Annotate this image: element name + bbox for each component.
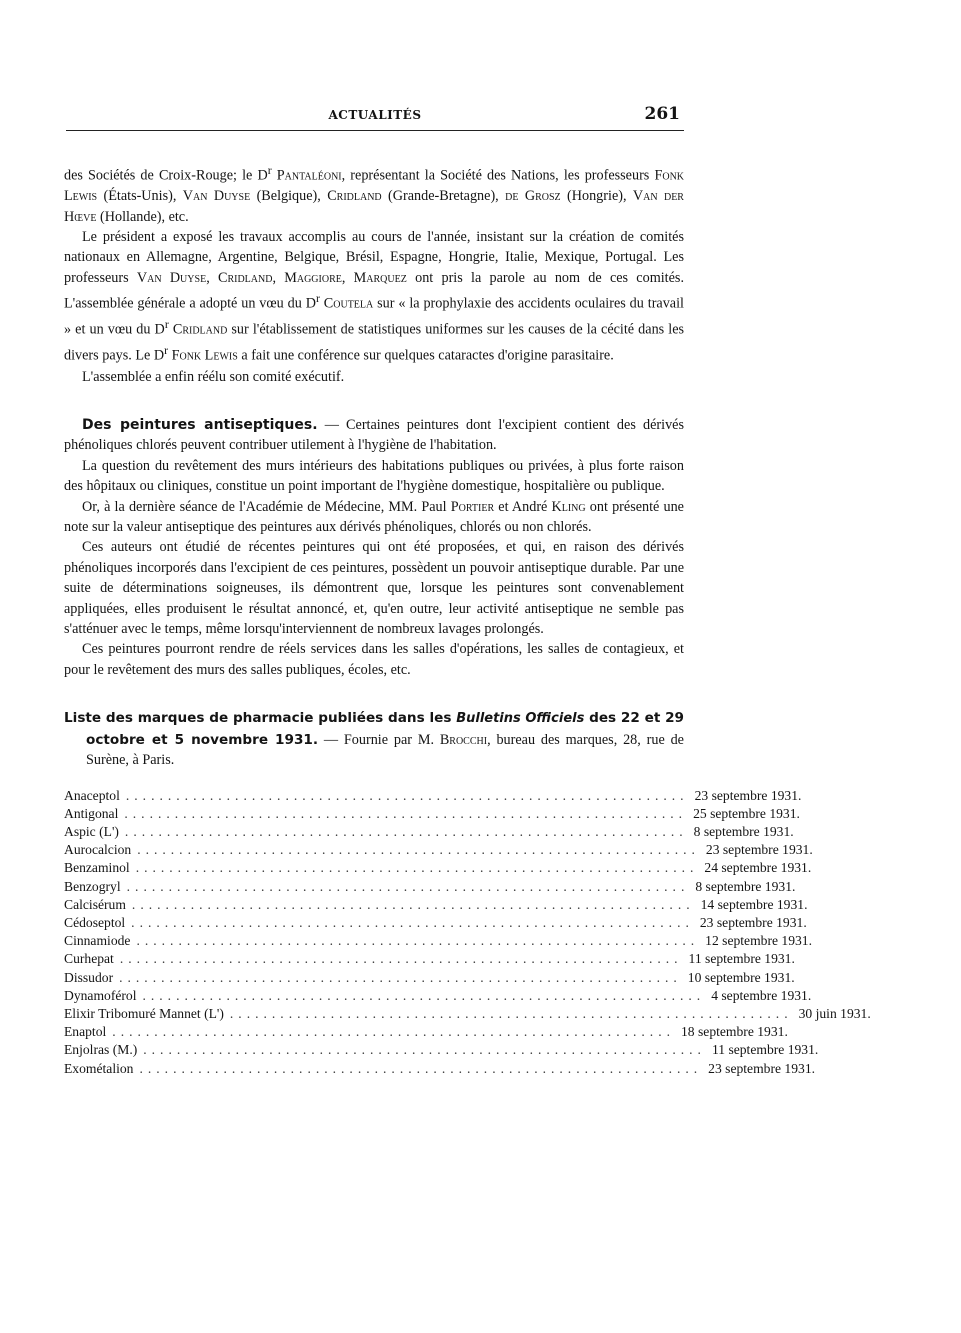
section-gap [64, 387, 684, 415]
dot-leader: ................................................................... [229, 1005, 793, 1021]
intro-paragraph-1: des Sociétés de Croix-Rouge; le $D^r$ Pantaléoni, représentant la Société des Nations, les professeurs Fonk Lewis (États-Unis), Van Duyse (Belgique), Cridland (Grande-Bretagne), de Grosz (Hongrie), Van der Hœve (Hollande), etc. [64, 163, 685, 225]
trademark-name: Calcisérum [64, 896, 126, 912]
trademark-date: 30 juin 1931. [798, 1005, 871, 1021]
trademark-date: 8 septembre 1931. [693, 823, 794, 839]
trademark-row [64, 787, 802, 805]
trademark-date: 4 septembre 1931. [711, 987, 812, 1003]
trademark-row [64, 969, 795, 987]
trademark-date: 11 septembre 1931. [711, 1042, 819, 1058]
trademark-name: Cédoseptol [64, 914, 126, 930]
trademark-row [64, 1023, 788, 1041]
running-header [66, 104, 684, 131]
trademark-row [64, 823, 794, 841]
person-name: Van der Hœve [64, 188, 684, 225]
person-name: Fonk Lewis [171, 348, 238, 365]
person-name: Cridland [327, 188, 382, 205]
paintings-paragraph-1: Des peintures antiseptiques. — Certaines peintures dont l'excipient contient des dérivés phénoliques chlorés peuvent contribuer utilement à l'hygiène de l'habitation. [64, 417, 684, 454]
dot-leader: ................................................................... [135, 860, 699, 876]
trademark-row [64, 805, 800, 823]
trademark-date: 12 septembre 1931. [705, 933, 812, 949]
dot-leader: ................................................................... [142, 987, 706, 1003]
article-body [64, 160, 871, 1078]
trademark-date: 11 septembre 1931. [688, 951, 795, 967]
section-gap [64, 680, 684, 708]
trademark-name: Dissudor [64, 969, 114, 985]
trademark-list-heading: Liste des marques de pharmacie publiées dans les Bulletins Officiels des 22 et 29 octobre et 5 novembre 1931. — Fournie par M. Brocchi, bureau des marques, 28, rue de Surène, à Paris. [64, 710, 684, 769]
trademark-row [64, 841, 813, 859]
trademark-date: 24 septembre 1931. [704, 860, 812, 876]
paintings-paragraph-2: La question du revêtement des murs intérieurs des habitations publiques ou privées, à plus forte raison des hôpitaux ou cliniques, constitue un point important de l'hygiène domestique, hospitalière ou publique. [64, 457, 684, 495]
dot-leader: ................................................................... [131, 896, 695, 912]
trademark-row [64, 878, 796, 896]
trademark-name: Enjolras (M.) [64, 1042, 138, 1058]
trademark-name: Cinnamiode [64, 933, 131, 949]
trademark-name: Curhepat [64, 951, 114, 967]
dot-leader: ................................................................... [126, 878, 690, 894]
paintings-paragraph-3: Or, à la dernière séance de l'Académie de Médecine, MM. Paul Portier et André Kling ont présenté une note sur la valeur antiseptique des peintures aux dérivés phénoliques, chlorés ou non chlorés. [64, 498, 684, 536]
trademark-date: 10 septembre 1931. [687, 969, 795, 985]
trademark-row [64, 1041, 819, 1059]
trademark-name: Enaptol [64, 1024, 107, 1040]
paintings-paragraph-5: Ces peintures pourront rendre de réels services dans les salles d'opérations, les salles de contagieux, et pour le revêtement des murs des salles publiques, écoles, etc. [64, 641, 684, 678]
trademark-name: Antigonal [64, 805, 119, 821]
dot-leader: ................................................................... [119, 969, 682, 985]
trademark-row [64, 950, 795, 968]
person-name: Van Duyse [182, 188, 251, 205]
person-name: Brocchi [439, 731, 488, 748]
trademark-name: Benzogryl [64, 878, 121, 894]
page-number: 261 [644, 104, 680, 124]
paintings-paragraph-4: Ces auteurs ont étudié de récentes peintures qui ont été proposées, et qui, en raison des dérivés phénoliques incorporés dans l'excipient de ces peintures, possèdent un pouvoir antiseptique durable. Par une suite de déterminations soigneuses, ils démontrent que, lorsque les peintures sont convenablement appliquées, elles produisent le résultat annoncé, et, qu'en outre, leur activité antiseptique ne semble pas s'atténuer avec le temps, même lorsqu'interviennent de nombreux lavages prolongés. [64, 539, 684, 638]
person-name: Kling [551, 498, 586, 515]
dot-leader: ................................................................... [119, 951, 683, 967]
person-name: Fonk Lewis [64, 167, 685, 205]
trademark-row [64, 1005, 871, 1023]
intro-paragraph-3: L'assemblée a enfin réélu son comité exécutif. [82, 368, 345, 385]
trademark-date: 23 septembre 1931. [699, 914, 807, 930]
trademark-date: 25 septembre 1931. [693, 805, 800, 821]
person-name: Marquez [353, 269, 407, 286]
trademark-date: 14 septembre 1931. [700, 896, 808, 912]
trademark-name: Elixir Tribomuré Mannet (L') [64, 1005, 224, 1021]
person-name: Coutela [323, 295, 374, 312]
dot-leader: ................................................................... [124, 823, 688, 839]
trademark-name: Aurocalcion [64, 842, 132, 858]
person-name: Cridland [172, 322, 228, 339]
bulletins-title: Bulletins Officiels [456, 711, 585, 727]
trademark-date: 18 septembre 1931. [681, 1024, 788, 1040]
person-name: Portier [450, 498, 495, 515]
trademark-list [64, 787, 871, 1078]
trademark-date: 23 septembre 1931. [694, 787, 802, 803]
dot-leader: ................................................................... [136, 933, 700, 949]
dot-leader: ................................................................... [137, 842, 700, 858]
intro-paragraph-2: Le président a exposé les travaux accomplis au cours de l'année, insistant sur la création de comités nationaux en Allemagne, Argentine, Belgique, Brésil, Espagne, Hongrie, Italie, Mexique, Portugal. Les professeurs Van Duyse, Cridland, Maggiore, Marquez ont pris la parole au nom de ces comités. L'assemblée générale a adopté un vœu du $D^r$ Coutela sur « la prophylaxie des accidents oculaires du travail » et un vœu du $D^r$ Cridland sur l'établissement de statistiques uniformes sur les causes de la cécité dans les divers pays. Le $D^r$ Fonk Lewis a fait une conférence sur quelques cataractes d'origine parasitaire. [64, 228, 685, 365]
trademark-row [64, 932, 812, 950]
dot-leader: ................................................................... [131, 914, 694, 930]
header-title: ACTUALITÉS [328, 108, 422, 122]
trademark-name: Benzaminol [64, 860, 130, 876]
trademark-name: Anaceptol [64, 787, 120, 803]
dot-leader: ................................................................... [143, 1042, 706, 1058]
trademark-date: 23 septembre 1931. [705, 842, 813, 858]
trademark-name: Aspic (L') [64, 823, 119, 839]
person-name: de Grosz [505, 188, 561, 205]
trademark-date: 8 septembre 1931. [695, 878, 796, 894]
dot-leader: ................................................................... [139, 1060, 703, 1076]
dot-leader: ................................................................... [124, 805, 688, 821]
person-name: Maggiore [284, 269, 342, 286]
person-name: Cridland [217, 269, 273, 286]
dot-leader: ................................................................... [125, 787, 689, 803]
trademark-row [64, 896, 808, 914]
trademark-row [64, 1060, 816, 1078]
trademark-name: Dynamoférol [64, 987, 137, 1003]
trademark-name: Exométalion [64, 1060, 134, 1076]
person-name: Pantaléoni [276, 167, 342, 184]
section-title: Des peintures antiseptiques. [82, 417, 318, 433]
trademark-row [64, 859, 812, 877]
dot-leader: ................................................................... [112, 1024, 675, 1040]
trademark-row [64, 987, 812, 1005]
person-name: Van Duyse [136, 269, 207, 286]
trademark-date: 23 septembre 1931. [708, 1060, 816, 1076]
trademark-row [64, 914, 807, 932]
